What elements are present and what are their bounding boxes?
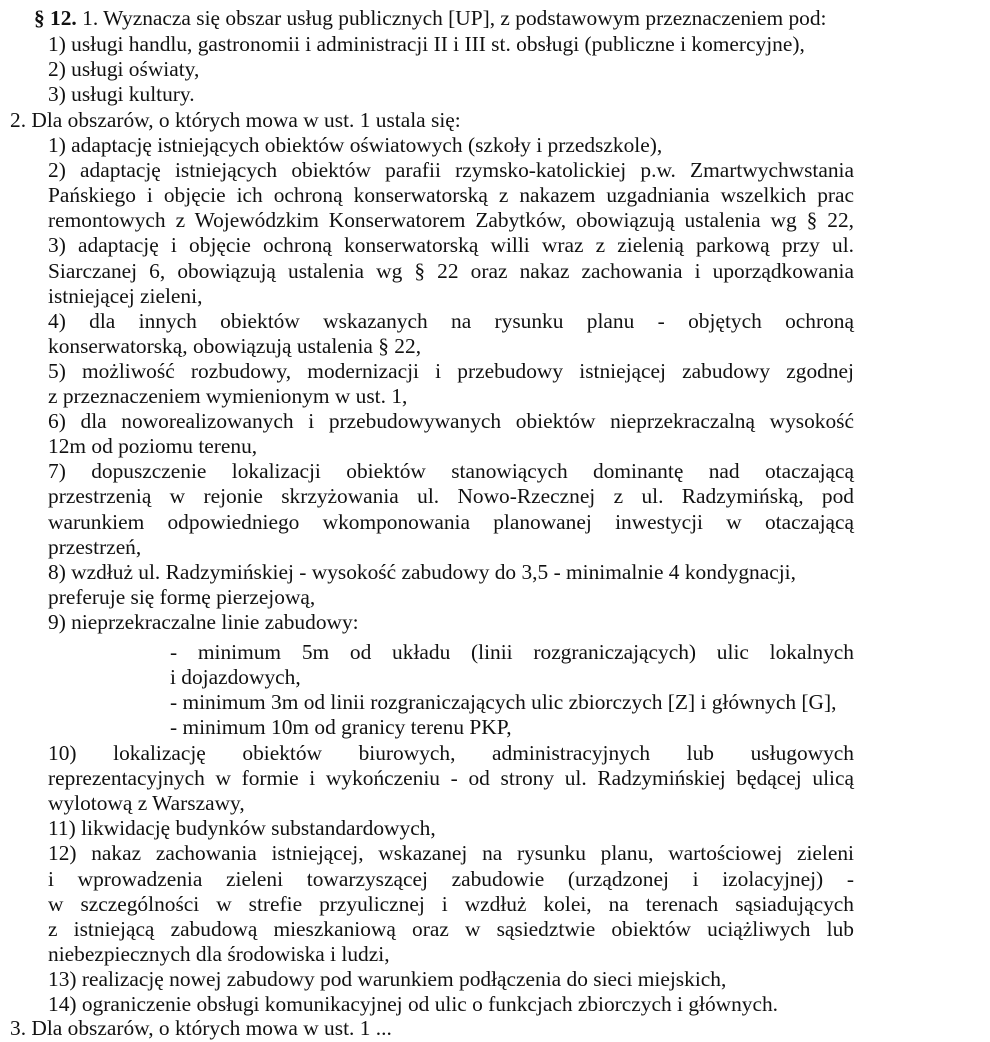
ust1-item-line: 1) usługi handlu, gastronomii i administracji II i III st. obsługi (publiczne i komercyjne), [48, 32, 805, 56]
item9-subline: - minimum 10m od granicy terenu PKP, [170, 715, 512, 740]
ust2-item-line: preferuje się formę pierzejową, [48, 584, 316, 609]
ust2-item-line: remontowych z Wojewódzkim Konserwatorem Zabytków, obowiązują ustalenia wg § 22, [48, 208, 854, 233]
item9-subline: i dojazdowych, [170, 665, 301, 690]
ust2-item-line: 3) adaptację i objęcie ochroną konserwatorską willi wraz z zielenią parkową przy ul. [48, 233, 854, 258]
ust2-item-line: 9) nieprzekraczalne linie zabudowy: [48, 609, 359, 634]
ust2-item-line: 12) nakaz zachowania istniejącej, wskazanej na rysunku planu, wartościowej zieleni [48, 841, 854, 866]
ust2-item-line: 2) adaptację istniejących obiektów parafii rzymsko-katolickiej p.w. Zmartwychwstania [48, 158, 854, 183]
ust2-item-line: istniejącej zieleni, [48, 283, 203, 308]
ust2-item-line: wylotową z Warszawy, [48, 791, 245, 816]
ust2-item-line: 14) ograniczenie obsługi komunikacyjnej od ulic o funkcjach zbiorczych i głównych. [48, 992, 779, 1016]
ust2-item-line: z przeznaczeniem wymienionym w ust. 1, [48, 384, 408, 408]
ust2-item-line: 11) likwidację budynków substandardowych, [48, 816, 436, 841]
item9-subline: - minimum 5m od układu (linii rozgraniczających) ulic lokalnych [170, 640, 854, 664]
section-number: § 12. [34, 6, 77, 30]
cut-off-line: 3. Dla obszarów, o których mowa w ust. 1 ... [10, 1016, 392, 1040]
ust2-intro: 2. Dla obszarów, o których mowa w ust. 1 ustala się: [10, 108, 461, 132]
ust2-item-line: i wprowadzenia zieleni towarzyszącej zabudowie (urządzonej i izolacyjnej) - [48, 866, 854, 891]
ust2-item-line: 12m od poziomu terenu, [48, 434, 258, 459]
ust1-intro: 1. Wyznacza się obszar usług publicznych [UP], z podstawowym przeznaczeniem pod: [82, 6, 827, 30]
ust2-item-line: z istniejącą zabudową mieszkaniową oraz w sąsiedztwie obiektów uciążliwych lub [48, 916, 854, 941]
ust1-item-line: 2) usługi oświaty, [48, 57, 200, 82]
ust2-item-line: niebezpiecznych dla środowiska i ludzi, [48, 941, 390, 966]
ust2-item-line: 5) możliwość rozbudowy, modernizacji i przebudowy istniejącej zabudowy zgodnej [48, 358, 854, 383]
ust1-item-line: 3) usługi kultury. [48, 82, 195, 107]
ust2-item-line: konserwatorską, obowiązują ustalenia § 22, [48, 333, 422, 358]
ust2-item-line: w szczególności w strefie przyulicznej i wzdłuż kolei, na terenach sąsiadujących [48, 891, 854, 916]
ust2-item-line: 8) wzdłuż ul. Radzymińskiej - wysokość zabudowy do 3,5 - minimalnie 4 kondygnacji, [48, 559, 796, 584]
ust2-item-line: 1) adaptację istniejących obiektów oświatowych (szkoły i przedszkole), [48, 133, 663, 157]
ust2-item-line: Pańskiego i objęcie ich ochroną konserwatorską z nakazem uzgadniania wszelkich prac [48, 183, 854, 208]
ust2-item-line: przestrzenią w rejonie skrzyżowania ul. Nowo-Rzecznej z ul. Radzymińską, pod [48, 484, 854, 509]
ust2-item-line: 10) lokalizację obiektów biurowych, administracyjnych lub usługowych [48, 741, 854, 765]
ust2-item-line: reprezentacyjnych w formie i wykończeniu - od strony ul. Radzymińskiej będącej ulicą [48, 766, 854, 791]
ust2-item-line: Siarczanej 6, obowiązują ustalenia wg § 22 oraz nakaz zachowania i uporządkowania [48, 258, 854, 283]
ust2-item-line: 6) dla noworealizowanych i przebudowywanych obiektów nieprzekraczalną wysokość [48, 409, 854, 434]
ust2-item-line: warunkiem odpowiedniego wkomponowania planowanej inwestycji w otaczającą [48, 509, 854, 534]
ust2-item-line: 4) dla innych obiektów wskazanych na rysunku planu - objętych ochroną [48, 308, 854, 333]
section-header-line [34, 6, 827, 32]
ust2-item-line: przestrzeń, [48, 534, 142, 559]
ust2-item-line: 13) realizację nowej zabudowy pod warunkiem podłączenia do sieci miejskich, [48, 966, 727, 991]
item9-subline: - minimum 3m od linii rozgraniczających ulic zbiorczych [Z] i głównych [G], [170, 690, 837, 715]
ust2-item-line: 7) dopuszczenie lokalizacji obiektów stanowiących dominantę nad otaczającą [48, 459, 854, 484]
